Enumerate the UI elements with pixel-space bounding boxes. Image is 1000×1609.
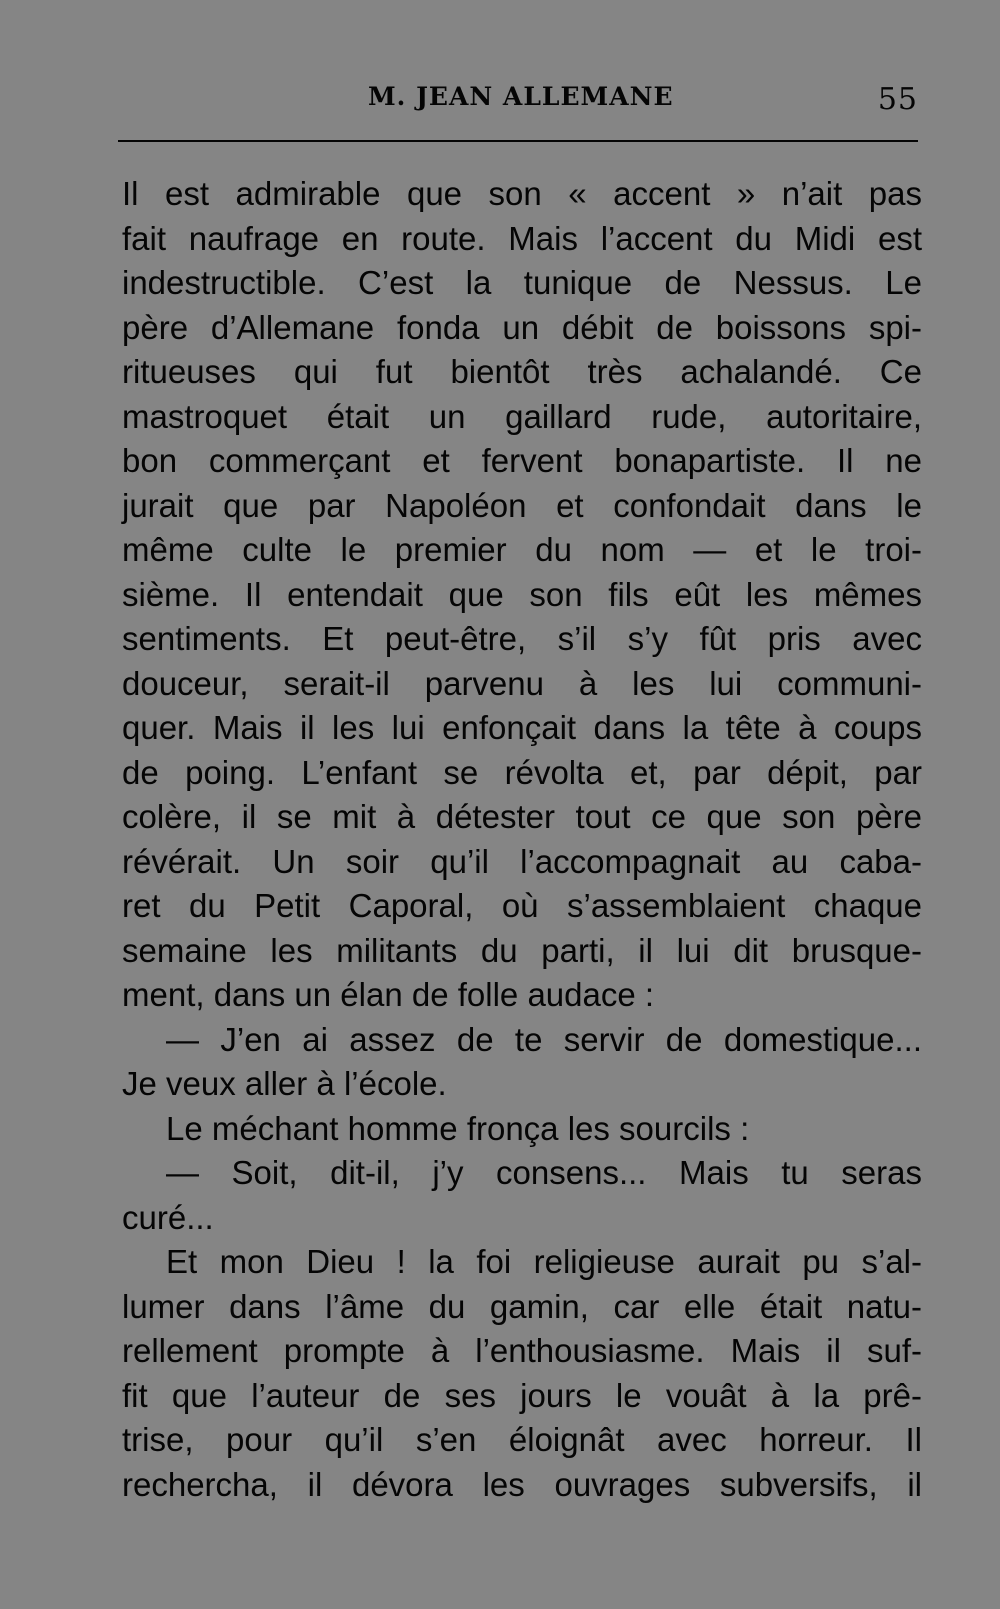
text-line: ret du Petit Caporal, où s’assemblaient chaque [122,887,922,924]
text-line: curé... [122,1198,214,1236]
text-line: bon commerçant et fervent bonapartiste. Il ne [122,442,922,479]
text-line: lumer dans l’âme du gamin, car elle était natu- [122,1287,922,1325]
body-text [122,172,922,1507]
text-line: indestructible. C’est la tunique de Nessus. Le [122,264,922,301]
text-line: fait naufrage en route. Mais l’accent du Midi est [122,219,922,257]
text-line: sentiments. Et peut-être, s’il s’y fût pris avec [122,620,922,657]
text-line: révérait. Un soir qu’il l’accompagnait au caba- [122,842,922,880]
text-line: trise, pour qu’il s’en éloignât avec horreur. Il [122,1421,922,1458]
text-line: Je veux aller à l’école. [122,1065,447,1102]
text-line: ritueuses qui fut bientôt très achalandé. Ce [122,353,922,390]
text-line: rellement prompte à l’enthousiasme. Mais il suf- [122,1332,922,1369]
text-line: rechercha, il dévora les ouvrages subversifs, il [122,1465,922,1503]
text-line: père d’Allemane fonda un débit de boissons spi- [122,308,922,346]
text-line: — Soit, dit-il, j’y consens... Mais tu seras [166,1154,922,1191]
text-line: jurait que par Napoléon et confondait dans le [122,486,922,524]
header-rule [118,140,918,142]
text-line: Il est admirable que son « accent » n’ait pas [122,175,922,212]
text-line: même culte le premier du nom — et le troi- [122,531,922,568]
running-title: M. JEAN ALLEMANE [368,82,674,111]
text-line: Et mon Dieu ! la foi religieuse aurait pu s’al- [166,1243,922,1280]
text-line: semaine les militants du parti, il lui dit brusque- [122,931,922,969]
text-line: quer. Mais il les lui enfonçait dans la tête à coups [122,709,922,746]
text-line: — J’en ai assez de te servir de domestique... [166,1020,922,1058]
text-line: sième. Il entendait que son fils eût les mêmes [122,575,922,613]
text-line: mastroquet était un gaillard rude, autoritaire, [122,397,922,435]
running-head [118,82,918,122]
text-line: colère, il se mit à détester tout ce que son père [122,798,922,835]
text-line: ment, dans un élan de folle audace : [122,976,655,1013]
text-line: de poing. L’enfant se révolta et, par dépit, par [122,753,922,791]
page-number: 55 [877,82,918,117]
text-line: Le méchant homme fronça les sourcils : [166,1109,750,1147]
text-line: douceur, serait-il parvenu à les lui communi- [122,664,922,702]
text-line: fit que l’auteur de ses jours le vouât à la prê- [122,1376,922,1414]
